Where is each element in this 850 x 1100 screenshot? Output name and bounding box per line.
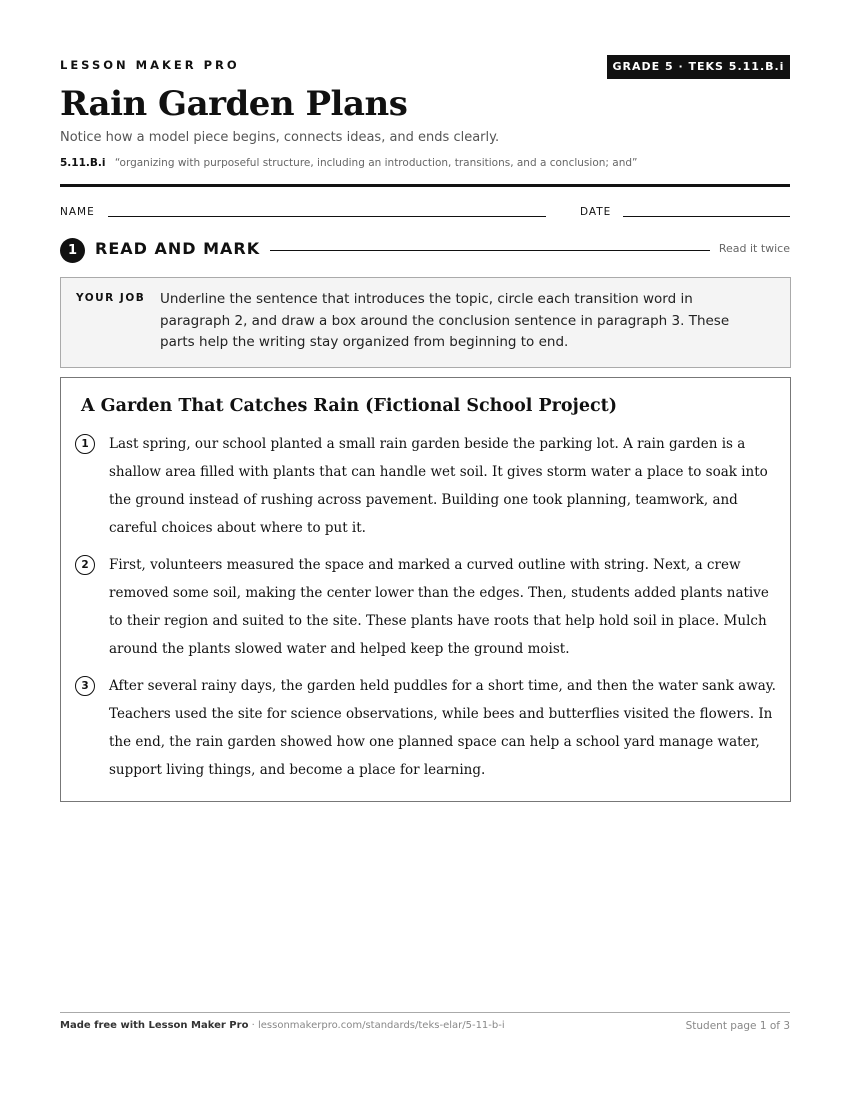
page-subtitle: Notice how a model piece begins, connects ideas, and ends clearly. (60, 130, 500, 145)
header-divider (60, 184, 790, 187)
footer-separator: · (248, 1020, 258, 1031)
paragraph-number-1: 1 (75, 434, 95, 454)
footer-made-with: Made free with Lesson Maker Pro (60, 1020, 249, 1031)
section-number-badge: 1 (60, 238, 85, 263)
footer-credit (60, 1020, 505, 1031)
paragraph-number-2: 2 (75, 555, 95, 575)
date-label: DATE (580, 206, 612, 218)
name-field-line[interactable] (108, 216, 546, 217)
standard-code: 5.11.B.i (60, 157, 106, 169)
brand-name: LESSON MAKER PRO (60, 58, 240, 72)
footer-divider (60, 1012, 790, 1013)
footer-url-link[interactable]: lessonmakerpro.com/standards/teks-elar/5-11-b-i (257, 1020, 505, 1031)
paragraph-number-3: 3 (75, 676, 95, 696)
passage-paragraph-2: First, volunteers measured the space and marked a curved outline with string. Next, a crew removed some soil, making the center lower than the edges. Then, students added plants native to their region and suited to the site. These plants have roots that help hold soil in place. Mulch around the plants slowed water and helped keep the ground moist. (109, 557, 769, 657)
job-label: YOUR JOB (76, 292, 146, 304)
footer-page-indicator: Student page 1 of 3 (685, 1020, 790, 1032)
job-instructions-box (60, 277, 791, 368)
standard-reference (60, 157, 637, 169)
page-title: Rain Garden Plans (60, 84, 408, 124)
section-divider (270, 250, 710, 251)
job-text: Underline the sentence that introduces the topic, circle each transition word in paragraph 2, and draw a box around the conclusion sentence in paragraph 3. These parts help the writing stay organized from beginning to end. (160, 291, 730, 350)
passage-paragraph-1: Last spring, our school planted a small rain garden beside the parking lot. A rain garden is a shallow area filled with plants that can handle wet soil. It gives storm water a place to soak into the ground instead of rushing across pavement. Building one took planning, teamwork, and careful choices about where to put it. (109, 436, 768, 536)
name-label: NAME (60, 206, 95, 218)
passage-title: A Garden That Catches Rain (Fictional School Project) (81, 396, 618, 416)
passage-paragraph-3: After several rainy days, the garden held puddles for a short time, and then the water sank away. Teachers used the site for science observations, while bees and butterflies visited the flowers. In the end, the rain garden showed how one planned space can help a school yard manage water, support living things, and become a place for learning. (109, 678, 776, 778)
passage-box (60, 377, 791, 802)
date-field-line[interactable] (623, 216, 790, 217)
grade-badge: GRADE 5 · TEKS 5.11.B.i (607, 55, 790, 79)
section-title: READ AND MARK (95, 239, 261, 258)
section-hint: Read it twice (718, 242, 790, 255)
standard-text: “organizing with purposeful structure, including an introduction, transitions, and a conclusion; and” (114, 157, 638, 169)
